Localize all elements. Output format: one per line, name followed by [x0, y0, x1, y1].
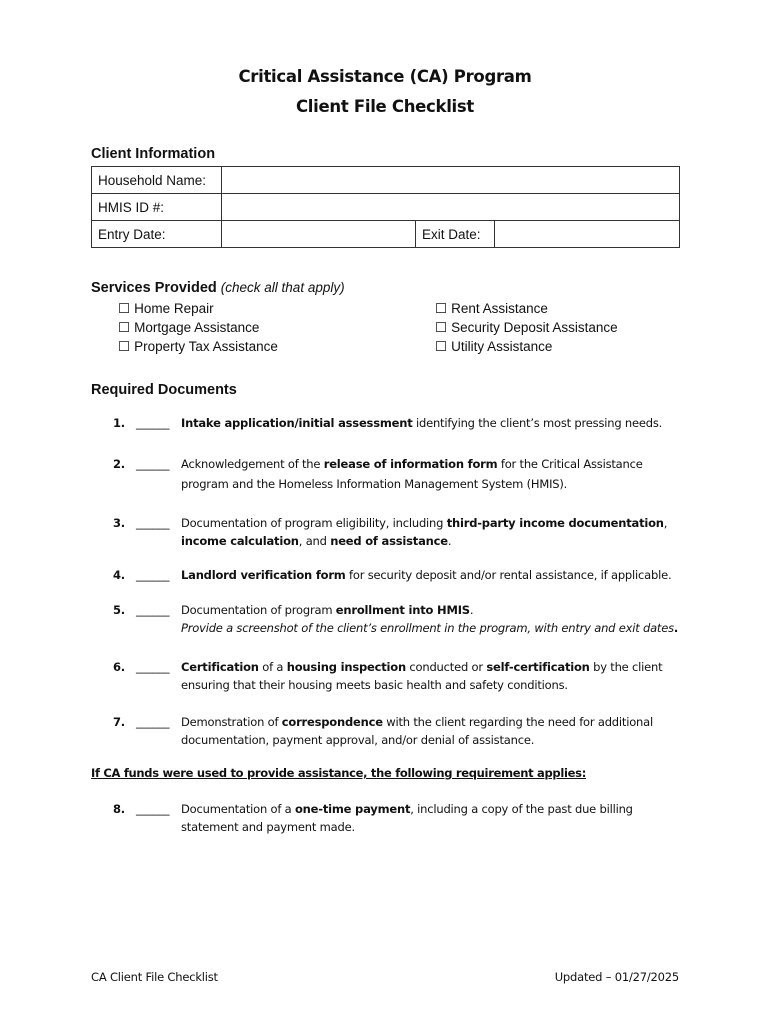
- household-name-label: Household Name:: [92, 167, 222, 194]
- check-blank[interactable]: ______: [136, 603, 170, 617]
- entry-date-field[interactable]: [222, 221, 416, 248]
- checkbox-icon[interactable]: ☐: [118, 320, 131, 335]
- service-option-rent-assistance[interactable]: ☐ Rent Assistance: [435, 301, 548, 316]
- services-heading-text: Services Provided: [91, 280, 217, 296]
- check-blank[interactable]: ______: [136, 802, 170, 816]
- required-docs-heading: Required Documents: [91, 382, 237, 398]
- household-name-field[interactable]: [222, 167, 680, 194]
- check-blank[interactable]: ______: [136, 660, 170, 674]
- check-blank[interactable]: ______: [136, 715, 170, 729]
- service-option-home-repair[interactable]: ☐ Home Repair: [118, 301, 214, 316]
- service-option-utility-assistance[interactable]: ☐ Utility Assistance: [435, 339, 553, 354]
- entry-date-label: Entry Date:: [92, 221, 222, 248]
- doc-title: Critical Assistance (CA) Program: [238, 67, 532, 86]
- check-blank[interactable]: ______: [136, 568, 170, 582]
- footer-doc-name: CA Client File Checklist: [91, 970, 218, 984]
- service-option-security-deposit-assistance[interactable]: ☐ Security Deposit Assistance: [435, 320, 618, 335]
- services-right-column: [435, 299, 618, 356]
- checkbox-icon[interactable]: ☐: [435, 320, 448, 335]
- client-info-table: [91, 166, 680, 248]
- exit-date-label: Exit Date:: [416, 221, 495, 248]
- services-left-column: [118, 299, 278, 356]
- services-heading: [91, 280, 345, 296]
- check-blank[interactable]: ______: [136, 416, 170, 430]
- checkbox-icon[interactable]: ☐: [118, 339, 131, 354]
- doc-subtitle: Client File Checklist: [295, 97, 475, 116]
- checkbox-icon[interactable]: ☐: [435, 301, 448, 316]
- exit-date-field[interactable]: [495, 221, 680, 248]
- service-option-mortgage-assistance[interactable]: ☐ Mortgage Assistance: [118, 320, 260, 335]
- check-blank[interactable]: ______: [136, 516, 170, 530]
- client-info-heading: Client Information: [91, 146, 216, 162]
- service-option-property-tax-assistance[interactable]: ☐ Property Tax Assistance: [118, 339, 278, 354]
- hmis-id-label: HMIS ID #:: [92, 194, 222, 221]
- services-note: (check all that apply): [220, 280, 345, 295]
- conditional-requirement-heading: If CA funds were used to provide assistance, the following requirement applies:: [91, 766, 586, 780]
- checkbox-icon[interactable]: ☐: [435, 339, 448, 354]
- check-blank[interactable]: ______: [136, 457, 170, 471]
- checkbox-icon[interactable]: ☐: [118, 301, 131, 316]
- hmis-id-field[interactable]: [222, 194, 680, 221]
- footer-updated-date: Updated – 01/27/2025: [554, 970, 679, 984]
